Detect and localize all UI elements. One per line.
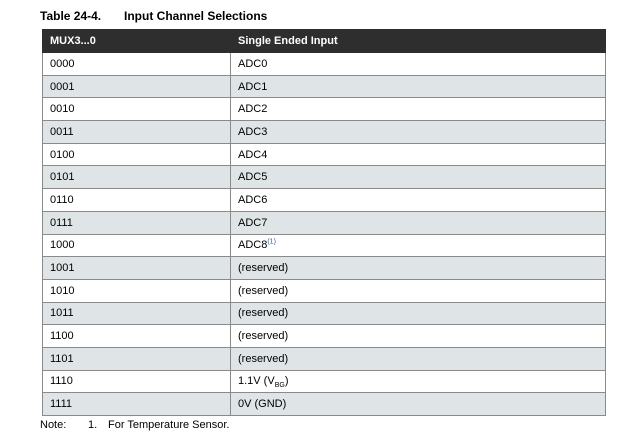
input-cell: ADC3: [231, 121, 606, 144]
input-cell: ADC4: [231, 143, 606, 166]
mux-cell: 1001: [43, 257, 231, 280]
mux-cell: 1010: [43, 279, 231, 302]
input-cell: 0V (GND): [231, 393, 606, 416]
input-cell-suffix: ): [284, 375, 289, 388]
header-mux: MUX3...0: [43, 30, 231, 53]
mux-cell: 1000: [43, 234, 231, 257]
mux-cell: 1011: [43, 302, 231, 325]
input-cell: ADC6: [231, 189, 606, 212]
input-cell-text: ADC8: [238, 239, 268, 252]
table-row: [43, 393, 606, 416]
table-row: [43, 279, 606, 302]
mux-cell: 1110: [43, 370, 231, 393]
table-note: [40, 419, 229, 431]
table-row: [43, 166, 606, 189]
mux-cell: 0010: [43, 98, 231, 121]
table-row: [43, 53, 606, 76]
header-single-ended-input: Single Ended Input: [231, 30, 606, 53]
table-row: [43, 370, 606, 393]
input-cell: (reserved): [231, 325, 606, 348]
input-cell: (reserved): [231, 347, 606, 370]
input-cell: ADC1: [231, 75, 606, 98]
mux-cell: 0001: [43, 75, 231, 98]
mux-cell: 0101: [43, 166, 231, 189]
table-row: [43, 302, 606, 325]
table-row: [43, 211, 606, 234]
table-title: Input Channel Selections: [124, 9, 268, 23]
table-row: [43, 143, 606, 166]
table-caption: [40, 9, 267, 23]
table-row: [43, 234, 606, 257]
footnote-ref-link[interactable]: (1): [267, 238, 276, 246]
mux-cell: 0011: [43, 121, 231, 144]
mux-cell: 0100: [43, 143, 231, 166]
input-cell: (reserved): [231, 257, 606, 280]
mux-cell: 1101: [43, 347, 231, 370]
mux-cell: 0000: [43, 53, 231, 76]
table-row: [43, 347, 606, 370]
input-cell: ADC2: [231, 98, 606, 121]
input-cell: [231, 234, 606, 257]
table-row: [43, 189, 606, 212]
input-cell-subscript: BG: [274, 382, 285, 390]
input-cell: ADC7: [231, 211, 606, 234]
input-cell: ADC0: [231, 53, 606, 76]
note-number: 1.: [88, 419, 98, 431]
mux-cell: 0110: [43, 189, 231, 212]
table-row: [43, 121, 606, 144]
input-cell: ADC5: [231, 166, 606, 189]
mux-cell: 1111: [43, 393, 231, 416]
table-row: [43, 325, 606, 348]
input-cell: (reserved): [231, 279, 606, 302]
table-row: [43, 257, 606, 280]
note-label: Note:: [40, 419, 67, 431]
input-cell-text: 1.1V (V: [238, 375, 275, 388]
note-text: For Temperature Sensor.: [108, 419, 230, 431]
table-row: [43, 98, 606, 121]
mux-cell: 0111: [43, 211, 231, 234]
input-cell: [231, 370, 606, 393]
table-row: [43, 75, 606, 98]
input-channel-table: [42, 29, 606, 416]
table-number: Table 24-4.: [40, 9, 102, 23]
input-cell: (reserved): [231, 302, 606, 325]
table-header-row: [43, 30, 606, 53]
mux-cell: 1100: [43, 325, 231, 348]
